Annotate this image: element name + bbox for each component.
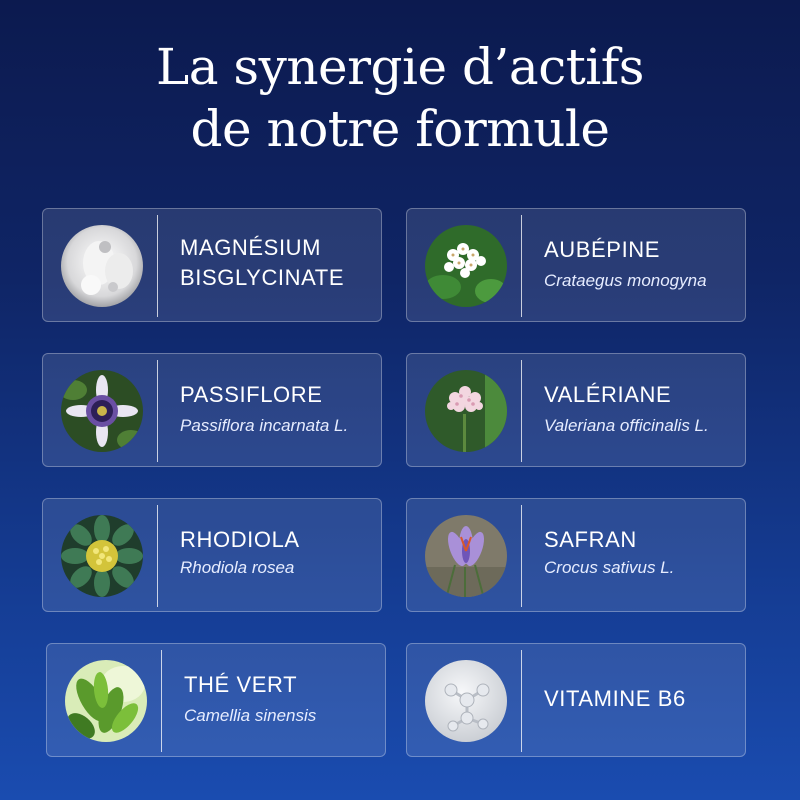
- passionflower-icon: [61, 370, 143, 452]
- green-tea-leaves-icon: [65, 660, 147, 742]
- magnesium-powder-icon: [61, 225, 143, 307]
- ingredient-name: VALÉRIANE: [544, 382, 672, 407]
- page-title: [0, 36, 800, 160]
- ingredient-latin-name: Crocus sativus L.: [544, 558, 675, 577]
- ingredient-card-safran: [406, 498, 746, 612]
- hawthorn-flower-icon: [425, 225, 507, 307]
- ingredient-card-aubepine: [406, 208, 746, 322]
- saffron-crocus-icon: [425, 515, 507, 597]
- ingredient-card-vitamine-b6: [406, 643, 746, 757]
- card-divider: [157, 360, 158, 462]
- ingredient-card-valeriane: [406, 353, 746, 467]
- card-divider: [157, 505, 158, 607]
- ingredient-latin-name: Passiflora incarnata L.: [180, 416, 349, 435]
- ingredient-name: MAGNÉSIUM BISGLYCINATE: [180, 235, 345, 290]
- card-divider: [521, 215, 522, 317]
- card-divider: [161, 650, 162, 752]
- ingredient-latin-name: Crataegus monogyna: [544, 271, 707, 290]
- ingredient-name: RHODIOLA: [180, 527, 300, 552]
- ingredient-name: THÉ VERT: [184, 672, 298, 697]
- ingredient-card-magnesium: [42, 208, 382, 322]
- ingredient-card-passiflore: [42, 353, 382, 467]
- ingredient-latin-name: Valeriana officinalis L.: [544, 416, 709, 435]
- card-divider: [157, 215, 158, 317]
- ingredient-name: VITAMINE B6: [544, 686, 686, 711]
- card-divider: [521, 505, 522, 607]
- card-divider: [521, 360, 522, 462]
- card-divider: [521, 650, 522, 752]
- valerian-flower-icon: [425, 370, 507, 452]
- ingredient-card-rhodiola: [42, 498, 382, 612]
- title-line-2: de notre formule: [190, 100, 610, 158]
- ingredient-name: AUBÉPINE: [544, 237, 661, 262]
- ingredient-latin-name: Camellia sinensis: [184, 706, 317, 725]
- ingredient-card-the-vert: [46, 643, 386, 757]
- ingredient-name: SAFRAN: [544, 527, 637, 552]
- ingredient-name: PASSIFLORE: [180, 382, 323, 407]
- title-line-1: La synergie d’actifs: [156, 38, 644, 96]
- ingredient-latin-name: Rhodiola rosea: [180, 558, 295, 577]
- rhodiola-plant-icon: [61, 515, 143, 597]
- vitamin-molecule-icon: [425, 660, 507, 742]
